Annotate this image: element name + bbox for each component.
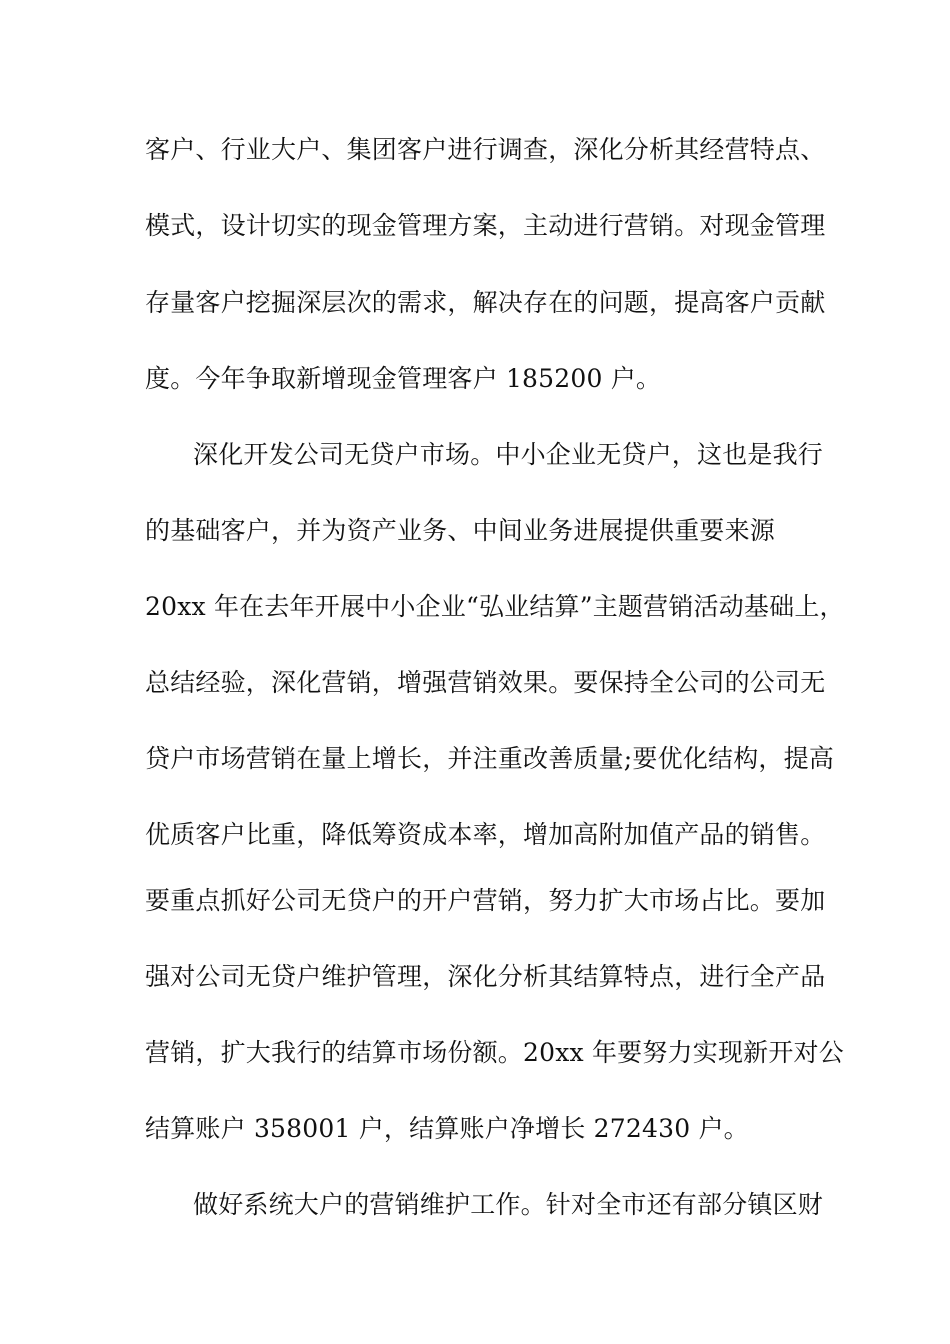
paragraph-2-line-6: 优质客户比重，降低筹资成本率，增加高附加值产品的销售。 [145, 820, 826, 849]
paragraph-2-line-1: 深化开发公司无贷户市场。中小企业无贷户，这也是我行 [193, 440, 824, 469]
paragraph-2-line-10: 结算账户 358001 户，结算账户净增长 272430 户。 [145, 1114, 749, 1143]
paragraph-2-line-8: 强对公司无贷户维护管理，深化分析其结算特点，进行全产品 [145, 962, 826, 991]
paragraph-1-line-2: 模式，设计切实的现金管理方案，主动进行营销。对现金管理 [145, 211, 826, 240]
paragraph-2-line-5: 贷户市场营销在量上增长，并注重改善质量;要优化结构，提高 [145, 744, 835, 773]
paragraph-1-line-1: 客户、行业大户、集团客户进行调查，深化分析其经营特点、 [145, 135, 826, 164]
paragraph-3-line-1: 做好系统大户的营销维护工作。针对全市还有部分镇区财 [193, 1190, 824, 1219]
paragraph-2-line-3: 20xx 年在去年开展中小企业“弘业结算”主题营销活动基础上， [145, 592, 845, 621]
paragraph-2-line-2: 的基础客户，并为资产业务、中间业务进展提供重要来源 [145, 516, 776, 545]
paragraph-2-line-4: 总结经验，深化营销，增强营销效果。要保持全公司的公司无 [145, 668, 826, 697]
paragraph-2-line-7: 要重点抓好公司无贷户的开户营销，努力扩大市场占比。要加 [145, 886, 826, 915]
paragraph-1-line-3: 存量客户挖掘深层次的需求，解决存在的问题，提高客户贡献 [145, 288, 826, 317]
paragraph-2-line-9: 营销，扩大我行的结算市场份额。20xx 年要努力实现新开对公 [145, 1038, 844, 1067]
paragraph-1-line-4: 度。今年争取新增现金管理客户 185200 户。 [145, 364, 662, 393]
